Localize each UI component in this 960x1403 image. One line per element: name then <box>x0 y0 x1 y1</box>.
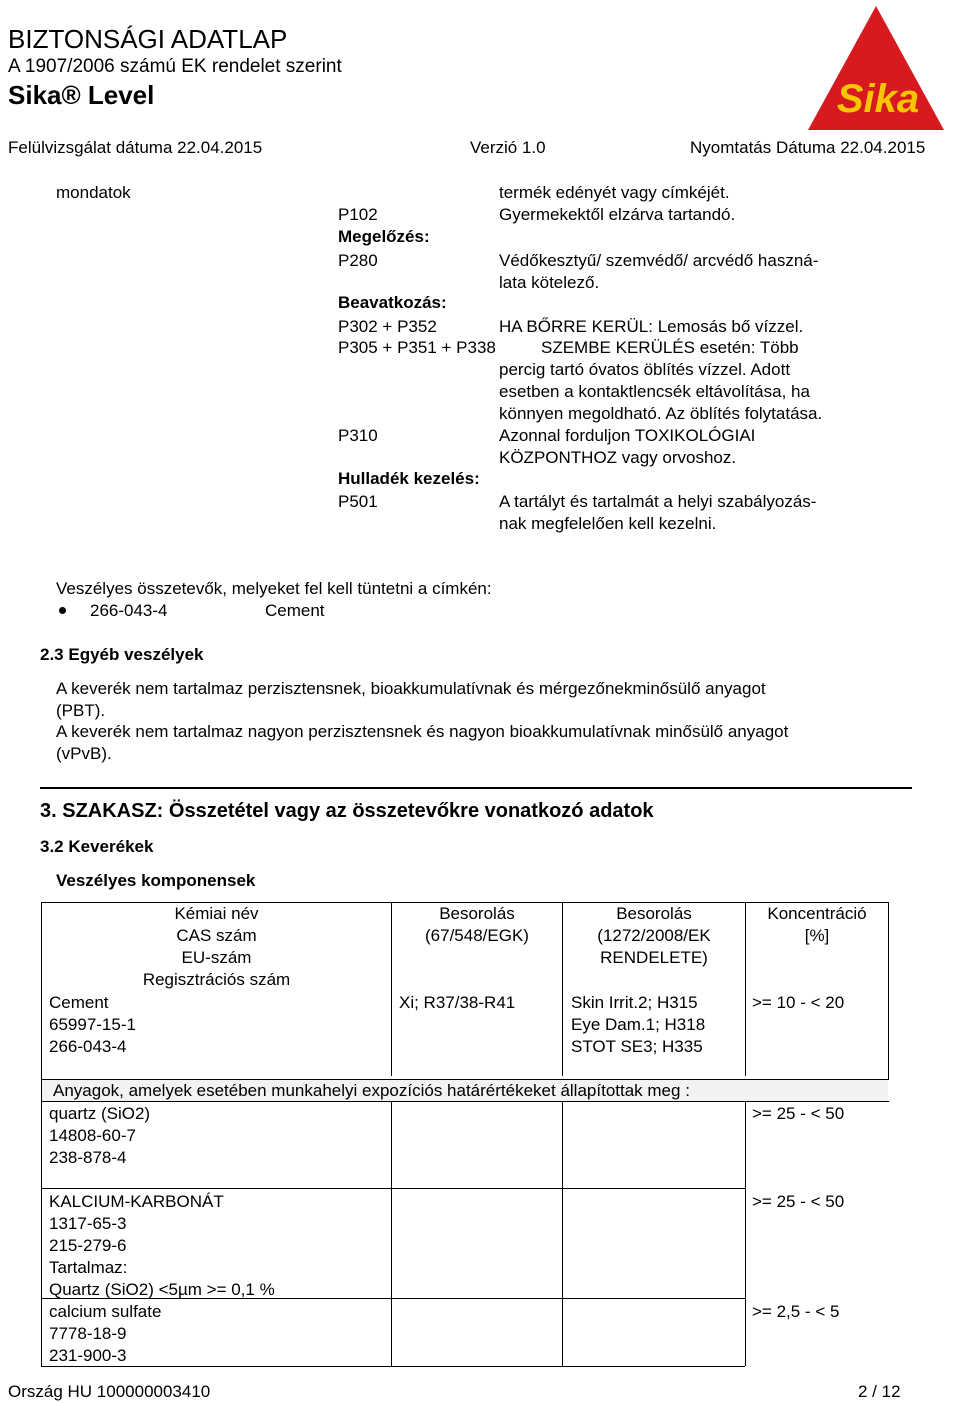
col-header-chemical-name: Kémiai név CAS szám EU-szám Regisztrációs szám <box>142 904 291 989</box>
prevention-heading: Megelőzés: <box>338 227 430 246</box>
p305-code: P305 + P351 + P338 <box>338 338 496 357</box>
table-row-calcium-carbonate-conc: >= 25 - < 50 <box>752 1192 845 1211</box>
p305-text-2: percig tartó óvatos öblítés vízzel. Adott <box>499 360 791 379</box>
p501-text-1: A tartályt és tartalmát a helyi szabályozás- <box>499 492 817 511</box>
p305-text-4: könnyen megoldható. Az öblítés folytatása. <box>499 404 823 423</box>
table-row-cement-class-new: Skin Irrit.2; H315 Eye Dam.1; H318 STOT SE3; H335 <box>571 993 706 1056</box>
exposure-heading: Anyagok, amelyek esetében munkahelyi expozíciós határértékeket állapítottak meg : <box>53 1081 690 1100</box>
section-3-2-heading: 3.2 Keverékek <box>40 837 154 856</box>
table-row-calcium-sulfate-name: calcium sulfate 7778-18-9 231-900-3 <box>49 1302 162 1365</box>
col-header-classification-eec: Besorolás (67/548/EGK) <box>425 904 529 945</box>
regulation-subtitle: A 1907/2006 számú EK rendelet szerint <box>8 56 342 77</box>
p310-text-2: KÖZPONTHOZ vagy orvoshoz. <box>499 448 737 467</box>
table-row-cement-conc: >= 10 - < 20 <box>752 993 845 1012</box>
col-header-classification-clp: Besorolás (1272/2008/EK RENDELETE) <box>597 904 711 967</box>
components-heading: Veszélyes komponensek <box>56 871 256 890</box>
sika-logo <box>806 4 946 132</box>
table-row-calcium-carbonate-name: KALCIUM-KARBONÁT 1317-65-3 215-279-6 Tartalmaz: Quartz (SiO2) <5µm >= 0,1 % <box>49 1192 275 1299</box>
page-number: 2 / 12 <box>858 1382 901 1401</box>
label-components-heading: Veszélyes összetevők, melyeket fel kell tüntetni a címkén: <box>56 579 492 598</box>
label-component-ec: 266-043-4 <box>90 601 168 620</box>
label-component-name: Cement <box>265 601 325 620</box>
vpvb-line-2: (vPvB). <box>56 744 112 763</box>
product-name: Sika® Level <box>8 80 155 110</box>
section-2-3-heading: 2.3 Egyéb veszélyek <box>40 645 204 664</box>
svg-text:Sika: Sika <box>836 77 920 121</box>
bullet-icon <box>59 607 66 614</box>
table-row-cement-class-old: Xi; R37/38-R41 <box>399 993 516 1012</box>
print-date: Nyomtatás Dátuma 22.04.2015 <box>690 138 926 157</box>
disposal-heading: Hulladék kezelés: <box>338 469 480 488</box>
section-3-heading: 3. SZAKASZ: Összetétel vagy az összetevőkre vonatkozó adatok <box>40 800 654 822</box>
table-row-cement-name: Cement 65997-15-1 266-043-4 <box>49 993 136 1056</box>
p305-text-3: esetben a kontaktlencsék eltávolítása, ha <box>499 382 810 401</box>
p302-text: HA BŐRRE KERÜL: Lemosás bő vízzel. <box>499 317 804 336</box>
table-row-quartz-name: quartz (SiO2) 14808-60-7 238-878-4 <box>49 1104 151 1167</box>
pbt-line-2: (PBT). <box>56 701 106 720</box>
p310-code: P310 <box>338 426 378 445</box>
p501-code: P501 <box>338 492 378 511</box>
revision-date: Felülvizsgálat dátuma 22.04.2015 <box>8 138 263 157</box>
p280-text-2: lata kötelező. <box>499 273 600 292</box>
statement-text: termék edényét vagy címkéjét. <box>499 183 730 202</box>
col-header-concentration: Koncentráció [%] <box>767 904 867 945</box>
p280-text-1: Védőkesztyű/ szemvédő/ arcvédő haszná- <box>499 251 819 270</box>
p102-code: P102 <box>338 205 378 224</box>
document-title: BIZTONSÁGI ADATLAP <box>8 24 288 54</box>
statements-label: mondatok <box>56 183 131 202</box>
pbt-line-1: A keverék nem tartalmaz perzisztensnek, bioakkumulatívnak és mérgezőnekminősülő anyagot <box>56 679 766 698</box>
response-heading: Beavatkozás: <box>338 293 447 312</box>
p102-text: Gyermekektől elzárva tartandó. <box>499 205 736 224</box>
p310-text-1: Azonnal forduljon TOXIKOLÓGIAI <box>499 426 756 445</box>
p501-text-2: nak megfelelően kell kezelni. <box>499 514 717 533</box>
section-divider <box>40 787 912 789</box>
table-row-calcium-sulfate-conc: >= 2,5 - < 5 <box>752 1302 840 1321</box>
table-row-quartz-conc: >= 25 - < 50 <box>752 1104 845 1123</box>
footer-country-code: Ország HU 100000003410 <box>8 1382 211 1401</box>
document-header <box>0 0 960 163</box>
p305-text-1: SZEMBE KERÜLÉS esetén: Több <box>541 338 799 357</box>
p280-code: P280 <box>338 251 378 270</box>
vpvb-line-1: A keverék nem tartalmaz nagyon perzisztensnek és nagyon bioakkumulatívnak minősülő anyagot <box>56 722 789 741</box>
version: Verzió 1.0 <box>470 138 546 157</box>
p302-code: P302 + P352 <box>338 317 437 336</box>
